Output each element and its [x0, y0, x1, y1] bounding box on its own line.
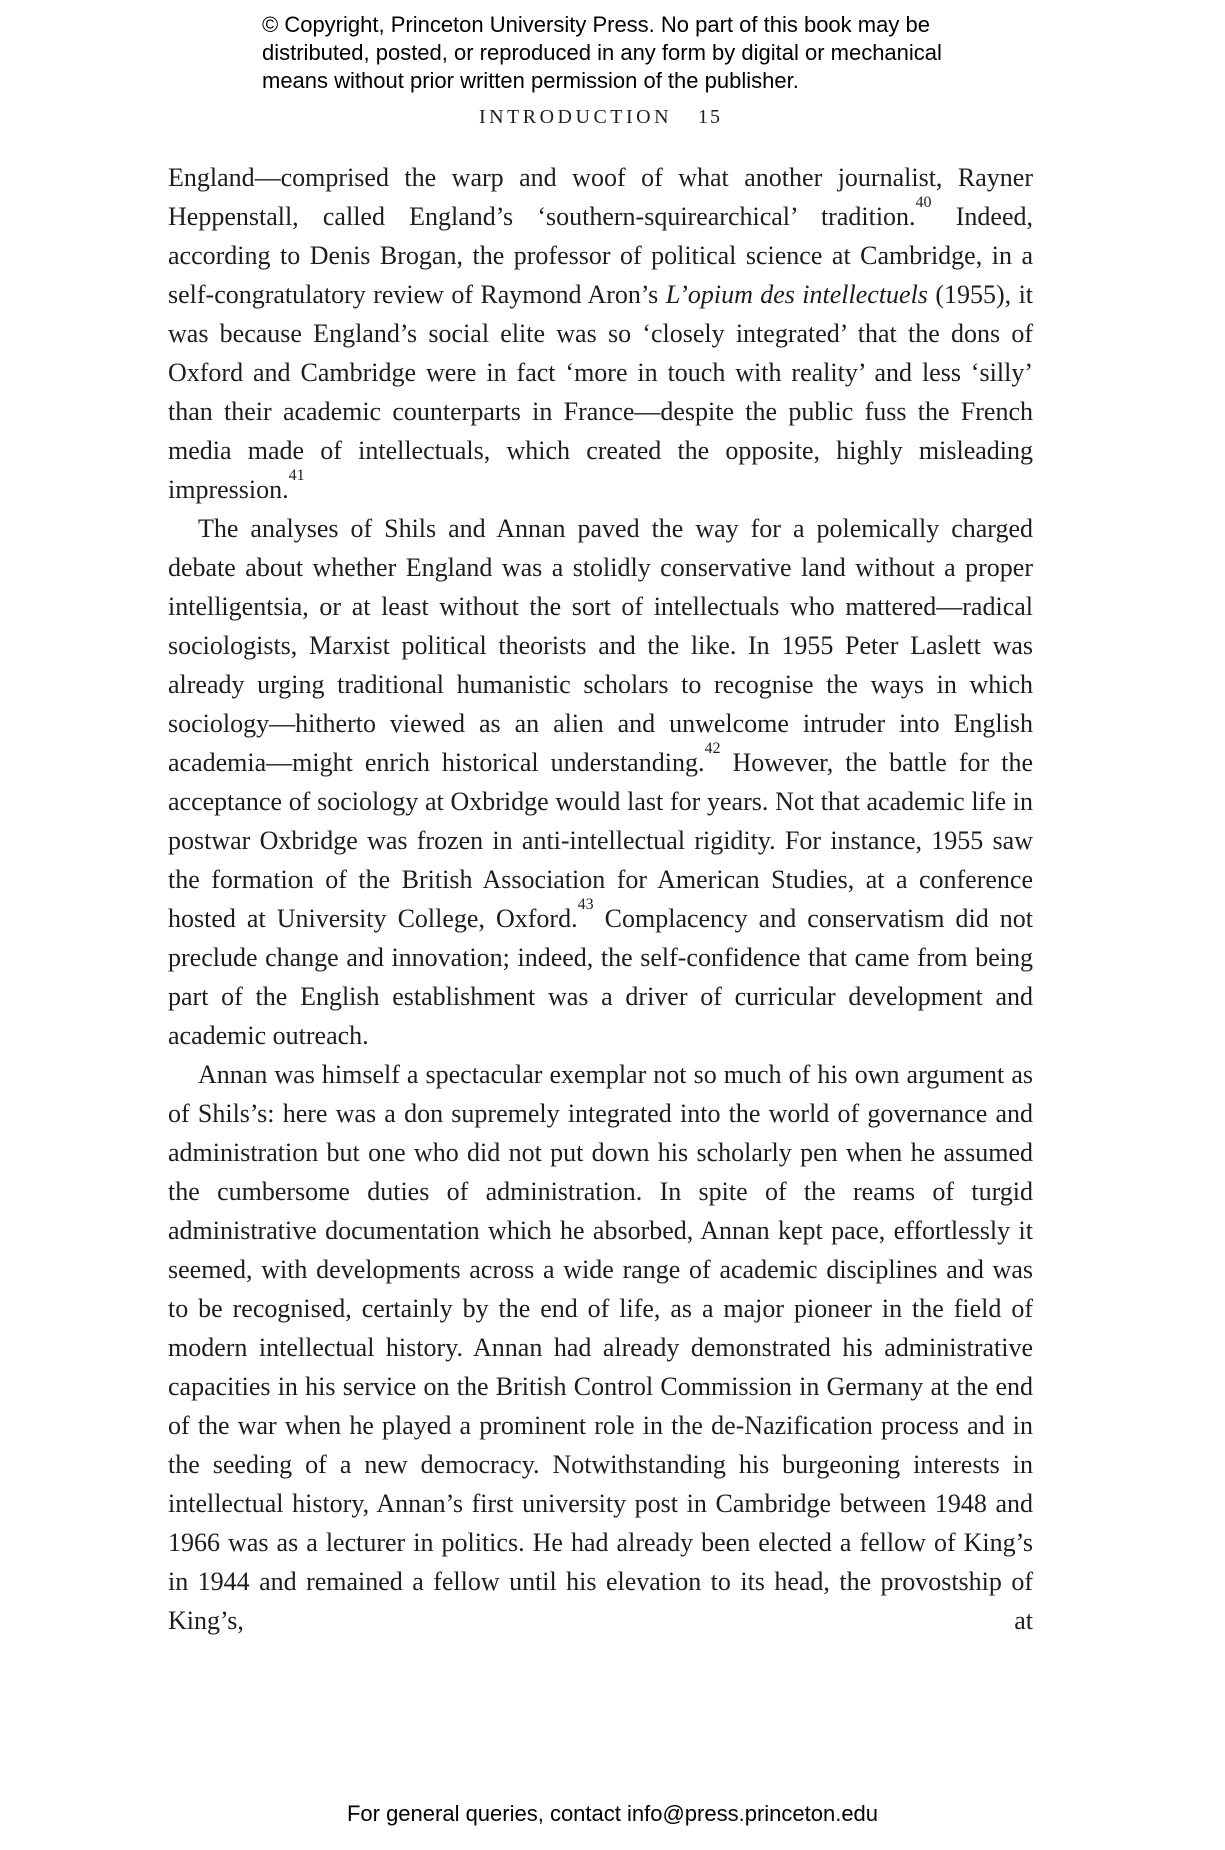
paragraph-text: However, the battle for the acceptance of sociology at Oxbridge would last for years. Not that academic life in postwar Oxbridge was frozen in anti-intellectual rigidity. For instance, 1955 saw the formation of the British Association for American Studies, at a conference hosted at University College, Oxford.: [168, 748, 1033, 933]
paragraph-text: Indeed, according to Denis Brogan, the professor of political science at Cambridge, in a self-congratulatory review of Raymond Aron’s: [168, 202, 1033, 309]
body-text: [168, 158, 1033, 1640]
footnote-reference: 42: [704, 739, 721, 757]
footnote-reference: 43: [577, 895, 594, 913]
running-head-title: INTRODUCTION: [478, 106, 673, 128]
paragraph-text: The analyses of Shils and Annan paved the way for a polemically charged debate about whether England was a stolidly conservative land without a proper intelligentsia, or at least without the sort of intellectuals who mattered—radical sociologists, Marxist political theorists and the like. In 1955 Peter Laslett was already urging traditional humanistic scholars to recognise the ways in which sociology—hitherto viewed as an alien and unwelcome intruder into English academia—might enrich historical understanding.: [168, 514, 1033, 777]
paragraph-text: Annan was himself a spectacular exemplar not so much of his own argument as of Shils’s: here was a don supremely integrated into the world of governance and administration but one who did not put down his scholarly pen when he assumed the cumbersome duties of administration. In spite of the reams of turgid administrative documentation which he absorbed, Annan kept pace, effortlessly it seemed, with developments across a wide range of academic disciplines and was to be recognised, certainly by the end of life, as a major pioneer in the field of modern intellectual history. Annan had already demonstrated his administrative capacities in his service on the British Control Commission in Germany at the end of the war when he played a prominent role in the de-Nazification process and in the seeding of a new democracy. Notwithstanding his burgeoning interests in intellectual history, Annan’s first university post in Cambridge between 1948 and 1966 was as a lecturer in politics. He had already been elected a fellow of King’s in 1944 and remained a fellow until his elevation to its head, the provostship of King’s, at: [168, 1060, 1033, 1635]
footnote-reference: 40: [915, 193, 932, 211]
footer-contact-text: For general queries, contact info@press.princeton.edu: [346, 1801, 879, 1826]
paragraph: [168, 1055, 1033, 1640]
copyright-notice: [262, 11, 942, 95]
running-head: [168, 106, 1033, 129]
footnote-reference: 41: [288, 466, 305, 484]
copyright-notice-line: distributed, posted, or reproduced in any form by digital or mechanical: [262, 40, 942, 65]
running-head-page-number: 15: [698, 106, 723, 128]
paragraph-text: England—comprised the warp and woof of what another journalist, Rayner Heppenstall, called England’s ‘southern-squirearchical’ tradition.: [168, 163, 1033, 231]
italic-title-text: L’opium des intellectuels: [665, 280, 928, 309]
paragraph: [168, 509, 1033, 1055]
footer-contact: [0, 1801, 1225, 1827]
copyright-notice-line: means without prior written permission of the publisher.: [262, 68, 799, 93]
copyright-notice-line: © Copyright, Princeton University Press. No part of this book may be: [262, 12, 930, 37]
paragraph-text: Complacency and conservatism did not preclude change and innovation; indeed, the self-confidence that came from being part of the English establishment was a driver of curricular development and academic outreach.: [168, 904, 1033, 1050]
paragraph: [168, 158, 1033, 509]
paragraph-text: (1955), it was because England’s social elite was so ‘closely integrated’ that the dons of Oxford and Cambridge were in fact ‘more in touch with reality’ and less ‘silly’ than their academic counterparts in France—despite the public fuss the French media made of intellectuals, which created the opposite, highly misleading impression.: [168, 280, 1034, 504]
